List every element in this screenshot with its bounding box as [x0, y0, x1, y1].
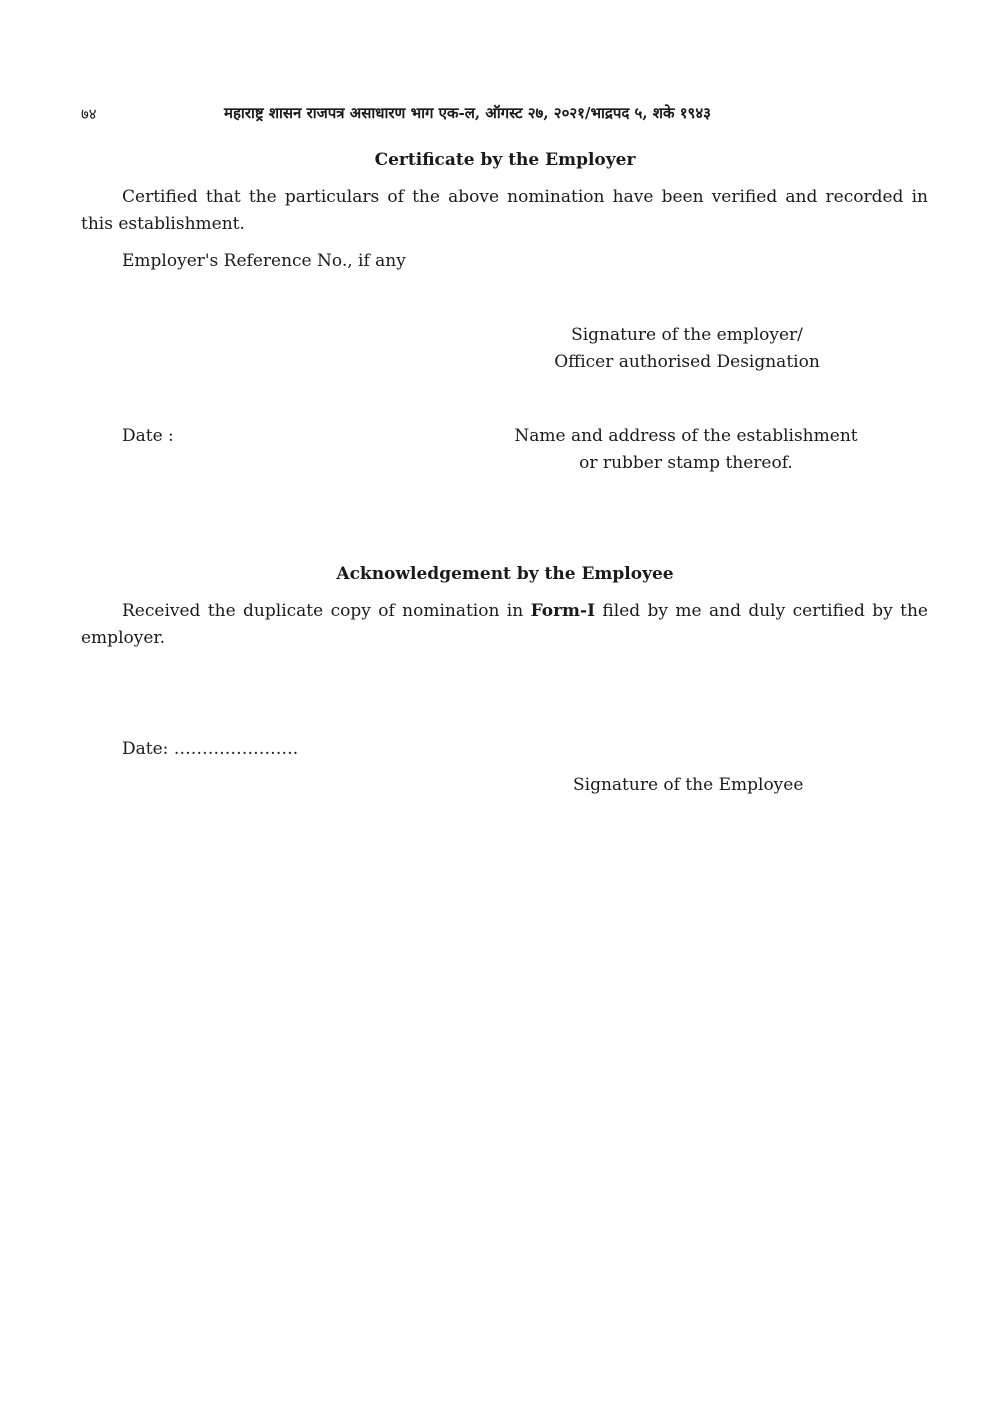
employee-date-label: Date: ………………….	[122, 739, 299, 759]
employer-certificate-title: Certificate by the Employer	[374, 150, 636, 170]
acknowledgement-body-start: Received the duplicate copy of nomination in	[122, 601, 531, 621]
employee-acknowledgement-body	[81, 598, 928, 652]
employer-date-label: Date :	[122, 426, 174, 446]
employer-reference-label: Employer's Reference No., if any	[122, 251, 406, 271]
form-reference: Form-I	[530, 601, 596, 621]
establishment-block	[496, 423, 876, 476]
employer-certificate-body: Certified that the particulars of the above nomination have been verified and recorded in this establishment.	[81, 187, 928, 234]
employee-signature-label: Signature of the Employee	[573, 775, 804, 795]
employer-signature-line-1: Signature of the employer/	[571, 325, 803, 345]
establishment-line-2: or rubber stamp thereof.	[579, 452, 793, 473]
page-number: ७४	[81, 105, 97, 123]
employer-signature-block	[530, 322, 844, 375]
establishment-line-1: Name and address of the establishment	[514, 426, 858, 446]
employee-acknowledgement-title: Acknowledgement by the Employee	[336, 564, 674, 584]
gazette-running-header: महाराष्ट्र शासन राजपत्र असाधारण भाग एक-ल, ऑगस्ट २७, २०२१/भाद्रपद ५, शके १९४३	[224, 104, 711, 122]
employer-signature-line-2: Officer authorised Designation	[554, 351, 820, 372]
acknowledgement-body-end: filed by me and duly certified by the employer.	[81, 601, 928, 648]
